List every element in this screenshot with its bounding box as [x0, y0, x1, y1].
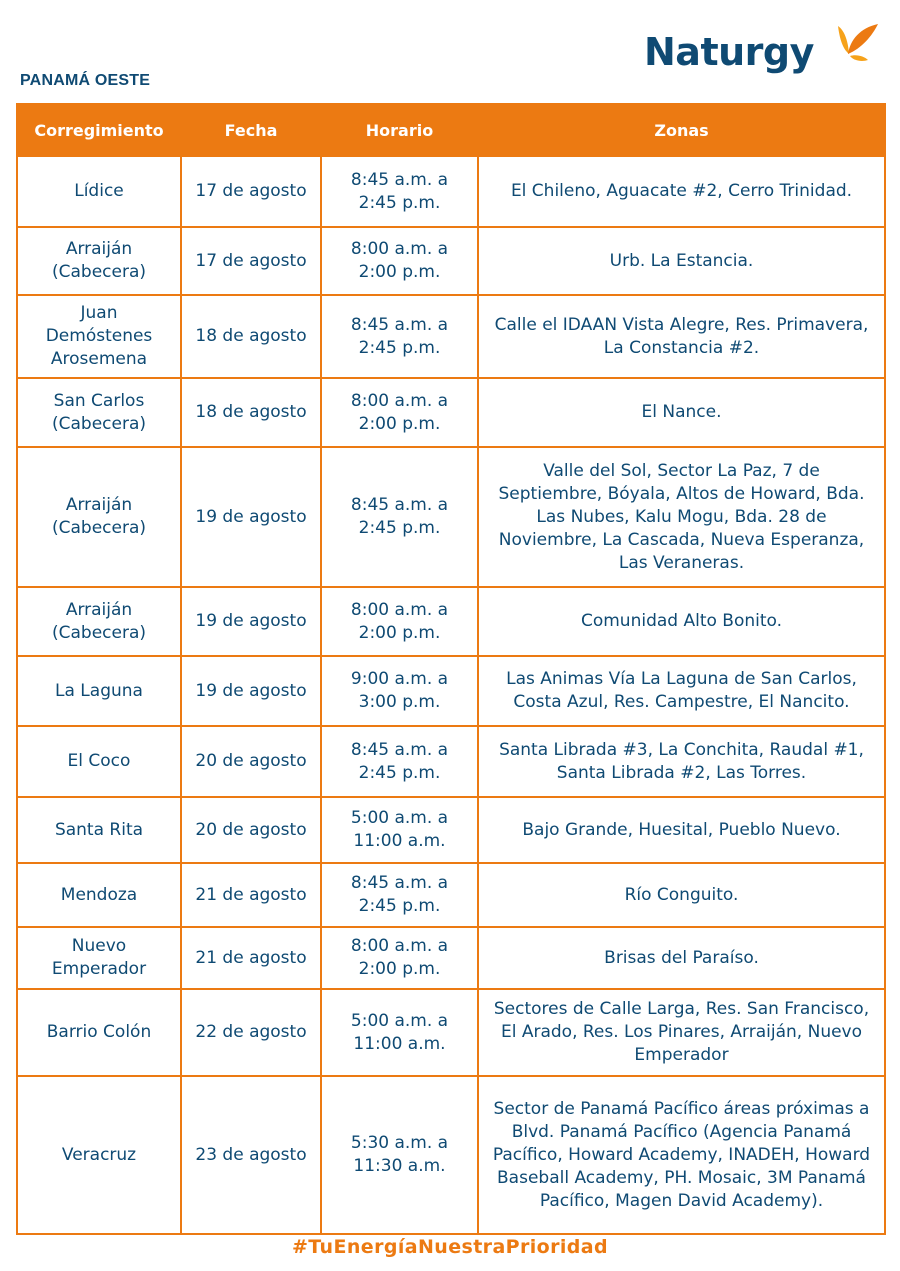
cell-fecha: 18 de agosto: [181, 295, 321, 378]
cell-fecha: 23 de agosto: [181, 1076, 321, 1234]
cell-corregimiento: San Carlos (Cabecera): [17, 378, 181, 447]
column-header-fecha: Fecha: [181, 104, 321, 156]
table-row: [17, 378, 885, 447]
cell-fecha: 21 de agosto: [181, 863, 321, 927]
table-row: [17, 447, 885, 587]
cell-corregimiento: Lídice: [17, 156, 181, 227]
campaign-hashtag: #TuEnergíaNuestraPrioridad: [291, 1236, 609, 1258]
column-header-zonas: Zonas: [478, 104, 885, 156]
cell-corregimiento: Arraiján (Cabecera): [17, 587, 181, 656]
cell-corregimiento: Barrio Colón: [17, 989, 181, 1076]
cell-corregimiento: La Laguna: [17, 656, 181, 726]
cell-horario: 8:00 a.m. a 2:00 p.m.: [321, 587, 478, 656]
table-row: [17, 989, 885, 1076]
cell-horario: 8:00 a.m. a 2:00 p.m.: [321, 227, 478, 295]
cell-horario: 8:45 a.m. a 2:45 p.m.: [321, 156, 478, 227]
table-row: [17, 295, 885, 378]
cell-fecha: 22 de agosto: [181, 989, 321, 1076]
cell-zonas: Las Animas Vía La Laguna de San Carlos, Costa Azul, Res. Campestre, El Nancito.: [478, 656, 885, 726]
cell-horario: 5:00 a.m. a 11:00 a.m.: [321, 797, 478, 863]
cell-zonas: Valle del Sol, Sector La Paz, 7 de Septiembre, Bóyala, Altos de Howard, Bda. Las Nubes, Kalu Mogu, Bda. 28 de Noviembre, La Cascada, Nueva Esperanza, Las Veraneras.: [478, 447, 885, 587]
brand-name: Naturgy: [644, 30, 814, 74]
table-row: [17, 863, 885, 927]
cell-horario: 9:00 a.m. a 3:00 p.m.: [321, 656, 478, 726]
butterfly-logo-icon: [834, 20, 882, 66]
cell-zonas: El Nance.: [478, 378, 885, 447]
cell-horario: 5:00 a.m. a 11:00 a.m.: [321, 989, 478, 1076]
cell-corregimiento: Veracruz: [17, 1076, 181, 1234]
cell-horario: 8:00 a.m. a 2:00 p.m.: [321, 927, 478, 989]
cell-fecha: 17 de agosto: [181, 227, 321, 295]
cell-fecha: 19 de agosto: [181, 447, 321, 587]
cell-zonas: Río Conguito.: [478, 863, 885, 927]
page-header: [0, 0, 900, 100]
table-row: [17, 927, 885, 989]
cell-fecha: 19 de agosto: [181, 656, 321, 726]
table-row: [17, 587, 885, 656]
cell-zonas: Sector de Panamá Pacífico áreas próximas a Blvd. Panamá Pacífico (Agencia Panamá Pacífico, Howard Academy, INADEH, Howard Baseball Academy, PH. Mosaic, 3M Panamá Pacífico, Magen David Academy).: [478, 1076, 885, 1234]
cell-horario: 8:00 a.m. a 2:00 p.m.: [321, 378, 478, 447]
cell-zonas: Sectores de Calle Larga, Res. San Francisco, El Arado, Res. Los Pinares, Arraiján, Nuevo Emperador: [478, 989, 885, 1076]
cell-corregimiento: Mendoza: [17, 863, 181, 927]
cell-zonas: Calle el IDAAN Vista Alegre, Res. Primavera, La Constancia #2.: [478, 295, 885, 378]
cell-fecha: 17 de agosto: [181, 156, 321, 227]
cell-corregimiento: Nuevo Emperador: [17, 927, 181, 989]
table-row: [17, 156, 885, 227]
cell-horario: 8:45 a.m. a 2:45 p.m.: [321, 295, 478, 378]
cell-zonas: Comunidad Alto Bonito.: [478, 587, 885, 656]
table-row: [17, 227, 885, 295]
table-row: [17, 656, 885, 726]
region-title: PANAMÁ OESTE: [20, 72, 151, 89]
cell-zonas: Bajo Grande, Huesital, Pueblo Nuevo.: [478, 797, 885, 863]
brand-logo: [644, 20, 884, 90]
cell-fecha: 20 de agosto: [181, 797, 321, 863]
cell-fecha: 21 de agosto: [181, 927, 321, 989]
cell-fecha: 20 de agosto: [181, 726, 321, 797]
table-row: [17, 797, 885, 863]
cell-fecha: 19 de agosto: [181, 587, 321, 656]
cell-corregimiento: El Coco: [17, 726, 181, 797]
cell-horario: 8:45 a.m. a 2:45 p.m.: [321, 726, 478, 797]
cell-horario: 8:45 a.m. a 2:45 p.m.: [321, 447, 478, 587]
table-header-row: [17, 104, 885, 156]
column-header-corregimiento: Corregimiento: [17, 104, 181, 156]
cell-fecha: 18 de agosto: [181, 378, 321, 447]
cell-zonas: El Chileno, Aguacate #2, Cerro Trinidad.: [478, 156, 885, 227]
table-row: [17, 1076, 885, 1234]
cell-horario: 8:45 a.m. a 2:45 p.m.: [321, 863, 478, 927]
cell-corregimiento: Arraiján (Cabecera): [17, 447, 181, 587]
schedule-table: [16, 103, 886, 1235]
cell-corregimiento: Santa Rita: [17, 797, 181, 863]
cell-horario: 5:30 a.m. a 11:30 a.m.: [321, 1076, 478, 1234]
cell-zonas: Urb. La Estancia.: [478, 227, 885, 295]
cell-zonas: Brisas del Paraíso.: [478, 927, 885, 989]
cell-zonas: Santa Librada #3, La Conchita, Raudal #1, Santa Librada #2, Las Torres.: [478, 726, 885, 797]
table-row: [17, 726, 885, 797]
column-header-horario: Horario: [321, 104, 478, 156]
cell-corregimiento: Arraiján (Cabecera): [17, 227, 181, 295]
cell-corregimiento: Juan Demóstenes Arosemena: [17, 295, 181, 378]
